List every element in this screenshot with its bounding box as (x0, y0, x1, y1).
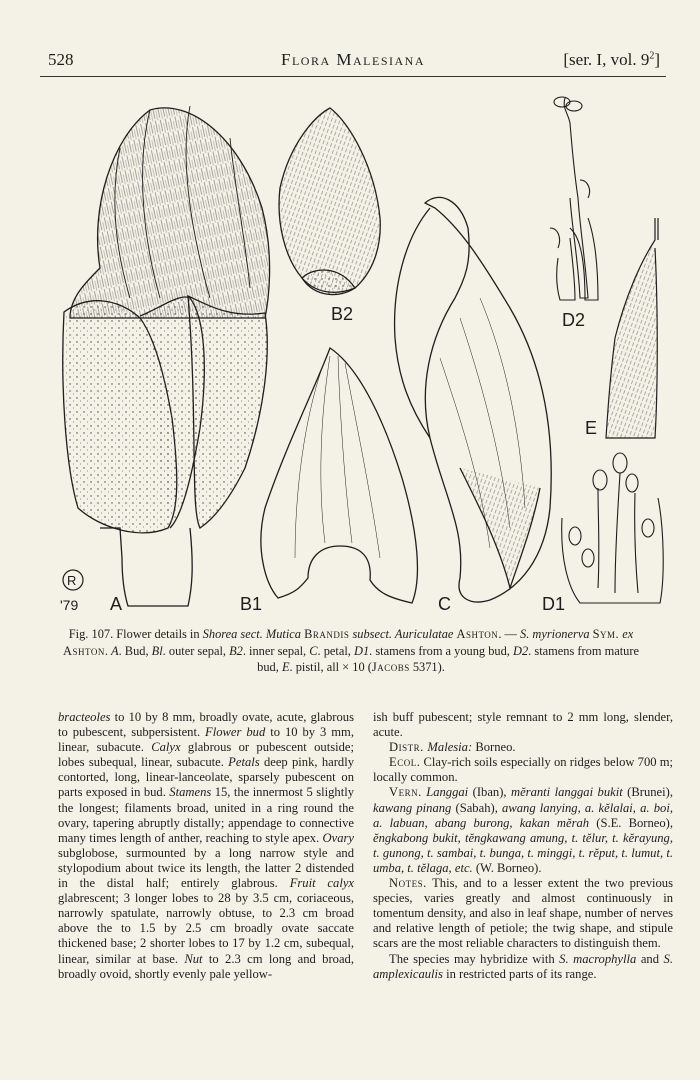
outer-sepal-drawing-b1 (261, 348, 418, 603)
inner-sepal-drawing-b2 (279, 108, 380, 295)
text-column-left (58, 710, 354, 982)
continuation-paragraph: ish buff pubescent; style remnant to 2 mm long, slender, acute. (373, 710, 673, 740)
label-c: C (438, 594, 451, 614)
label-b2: B2 (331, 304, 354, 324)
bud-drawing-a (63, 106, 270, 606)
stamens-drawing-d2 (550, 97, 598, 300)
label-b1: B1 (240, 594, 263, 614)
journal-title: Flora Malesiana (281, 50, 425, 69)
series-volume: [ser. I, vol. $9^2$] (563, 50, 660, 69)
botanical-figure (40, 88, 670, 620)
svg-text:R: R (67, 573, 77, 588)
figure-caption: Fig. 107. Flower details in Shorea sect. Mutica Brandis subsect. Auriculatae Ashton. — S. myrionerva Sym. ex Ashton. A. Bud, Bl. outer sepal, B2. inner sepal, C. petal, D1. stamens from a young bud, D2. stamens from mature bud, E. pistil, all × 10 (Jacobs 5371). (63, 627, 639, 674)
label-e: E (585, 418, 598, 438)
text-column-right (373, 710, 673, 982)
pistil-drawing-e (606, 218, 658, 438)
page-number: 528 (48, 50, 74, 69)
illustrator-signature (60, 570, 83, 613)
ecology-paragraph: Ecol. Clay-rich soils especially on ridges below 700 m; locally common. (373, 755, 673, 785)
description-paragraph: bracteoles to 10 by 8 mm, broadly ovate, acute, glabrous to pubescent, subpersistent. Flower bud to 10 by 3 mm, linear, subacute. Calyx glabrous or pubescent outside; lobes subequal, linear, subacute. Petals deep pink, hardly contorted, long, linear-lanceolate, sparsely pubescent on parts exposed in bud. Stamens 15, the innermost 5 slightly the longest; filaments broad, united in a ring round the ovary, tapering abruptly distally; appendage to connective many times length of anther, reaching to style apex. Ovary subglobose, surmounted by a long narrow style and stylopodium about twice its length, the latter 2 distended in the distal half; entirely glabrous. Fruit calyx glabrescent; 3 longer lobes to 28 by 3.5 cm, coriaceous, narrowly spatulate, narrowly obtuse, to 2.3 cm broad above the to 1.5 by 2.5 cm broadly ovate saccate thickened base; 2 shorter lobes to 17 by 1.2 cm, subequal, linear, similar at base. Nut to 2.3 cm long and broad, broadly ovoid, shortly evenly pale yellow- (58, 710, 355, 981)
stamens-drawing-d1 (562, 453, 664, 603)
notes-paragraph: Notes. This, and to a lesser extent the two previous species, varies greatly and almost continuously in tomentum density, and also in leaf shape, number of nerves and relative length of petiole; the twig shape, and stipule scars are the most reliable characters to distinguish them. (373, 876, 673, 951)
label-d2: D2 (562, 310, 586, 330)
svg-text:'79: '79 (60, 597, 79, 613)
label-d1: D1 (542, 594, 566, 614)
vernacular-paragraph: Vern. Langgai (Iban), mĕranti langgai bukit (Brunei), kawang pinang (Sabah), awang lanying, a. kĕlalai, a. boi, a. labuan, abang burong, kakan mĕrah (S.E. Borneo), ĕngkabong bukit, tĕngkawang amung, t. tĕlur, t. kĕrayung, t. gunong, t. sambai, t. bunga, t. minggi, t. rĕput, t. lumut, t. umba, t. tĕlaga, etc. (W. Borneo). (373, 785, 674, 875)
page-header (40, 40, 666, 77)
label-a: A (110, 594, 123, 614)
petal-drawing-c (395, 197, 552, 602)
distribution-paragraph: Distr. Malesia: Borneo. (389, 740, 516, 755)
hybrid-paragraph: The species may hybridize with S. macrophylla and S. amplexicaulis in restricted parts of its range. (373, 951, 673, 981)
